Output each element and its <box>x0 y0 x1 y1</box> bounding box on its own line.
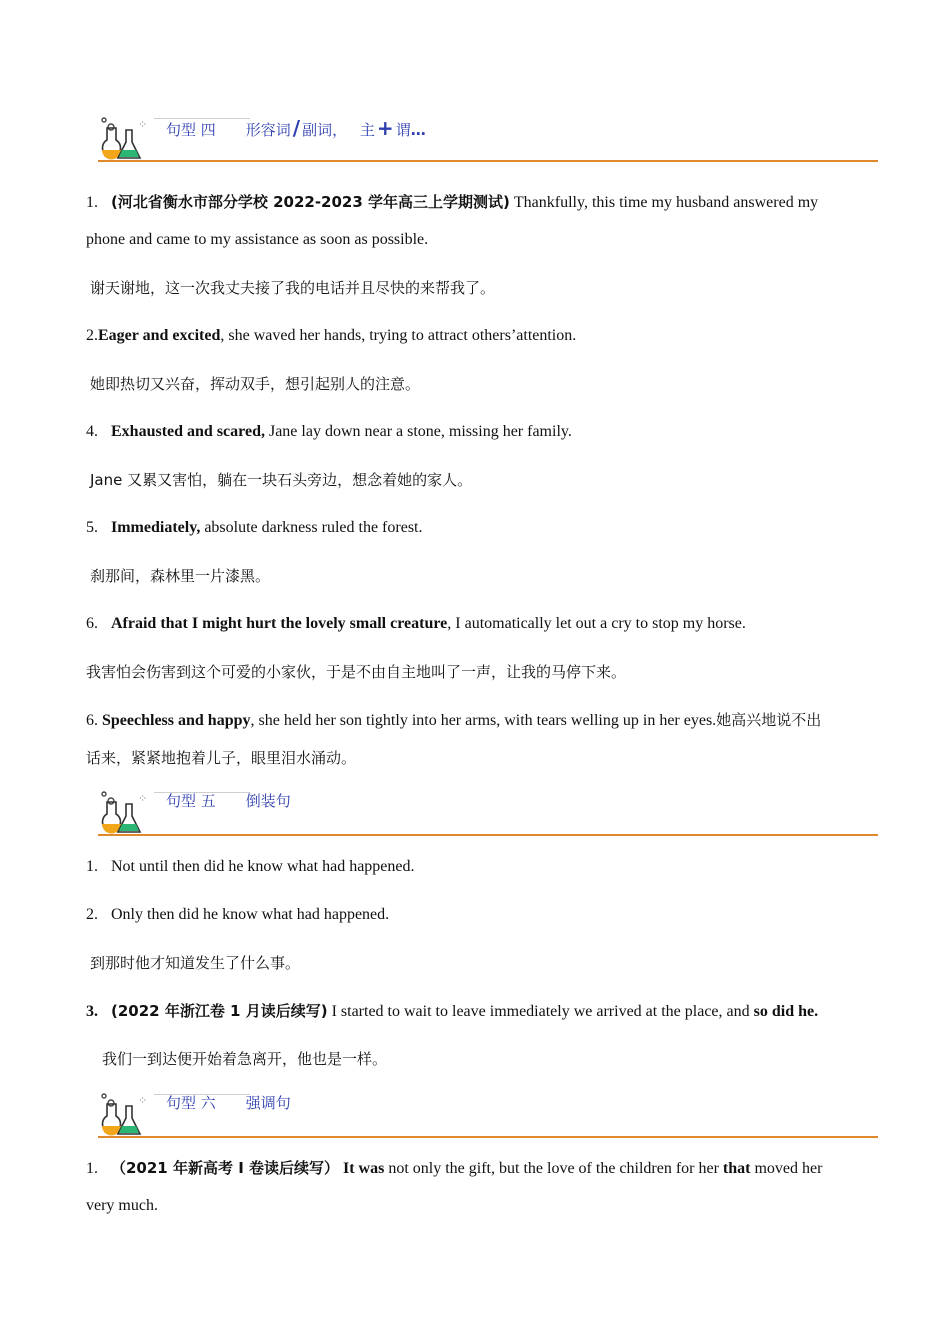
list-item: 6. Afraid that I might hurt the lovely small creature, I automatically let out a cry to stop my horse. <box>86 615 746 632</box>
list-item: 2. Only then did he know what had happened. <box>86 906 390 923</box>
section-rule <box>98 1136 878 1138</box>
decor-dots: ⁘ <box>138 792 148 805</box>
translation: Jane 又累又害怕，躺在一块石头旁边，想念着她的家人。 <box>90 471 473 489</box>
translation: 她即热切又兴奋，挥动双手，想引起别人的注意。 <box>90 375 421 393</box>
section-title: 句型 五 倒装句 <box>166 792 291 810</box>
list-item-continued: very much. <box>86 1197 158 1214</box>
decor-dots: ⁘ <box>138 1094 148 1107</box>
translation: 刹那间，森林里一片漆黑。 <box>90 567 271 585</box>
translation: 谢天谢地，这一次我丈夫接了我的电话并且尽快的来帮我了。 <box>90 279 496 297</box>
list-item: 4. Exhausted and scared, Jane lay down near a stone, missing her family. <box>86 423 572 440</box>
list-item: 6. Speechless and happy, she held her son tightly into her arms, with tears welling up in her eyes.她高兴地说不出 <box>86 711 822 729</box>
list-item: 1. (河北省衡水市部分学校 2022-2023 学年高三上学期测试) Thankfully, this time my husband answered my <box>86 193 819 211</box>
section-rule <box>98 834 878 836</box>
translation: 话来，紧紧地抱着儿子，眼里泪水涌动。 <box>86 749 357 767</box>
section-header-6 <box>98 1092 878 1142</box>
section-rule <box>98 160 878 162</box>
translation: 到那时他才知道发生了什么事。 <box>90 954 301 972</box>
translation: 我害怕会伤害到这个可爱的小家伙，于是不由自主地叫了一声，让我的马停下来。 <box>86 663 627 681</box>
section-header-4 <box>98 116 878 166</box>
list-item: 2.Eager and excited, she waved her hands, trying to attract others’attention. <box>86 327 577 344</box>
list-item: 3. (2022 年浙江卷 1 月读后续写) I started to wait to leave immediately we arrived at the place, and so did he. <box>86 1002 819 1020</box>
list-item: 1. （2021 年新高考 I 卷读后续写） It was not only the gift, but the love of the children for her that moved her <box>86 1159 823 1177</box>
decor-dots: ⁘ <box>138 118 148 131</box>
section-title: 句型 四 形容词 / 副词， 主 + 谓… <box>166 116 426 140</box>
list-item: 1. Not until then did he know what had happened. <box>86 858 415 875</box>
section-header-5 <box>98 790 878 840</box>
section-title: 句型 六 强调句 <box>166 1094 291 1112</box>
list-item-continued: phone and came to my assistance as soon as possible. <box>86 231 429 248</box>
translation: 我们一到达便开始着急离开，他也是一样。 <box>102 1050 388 1068</box>
list-item: 5. Immediately, absolute darkness ruled the forest. <box>86 519 423 536</box>
